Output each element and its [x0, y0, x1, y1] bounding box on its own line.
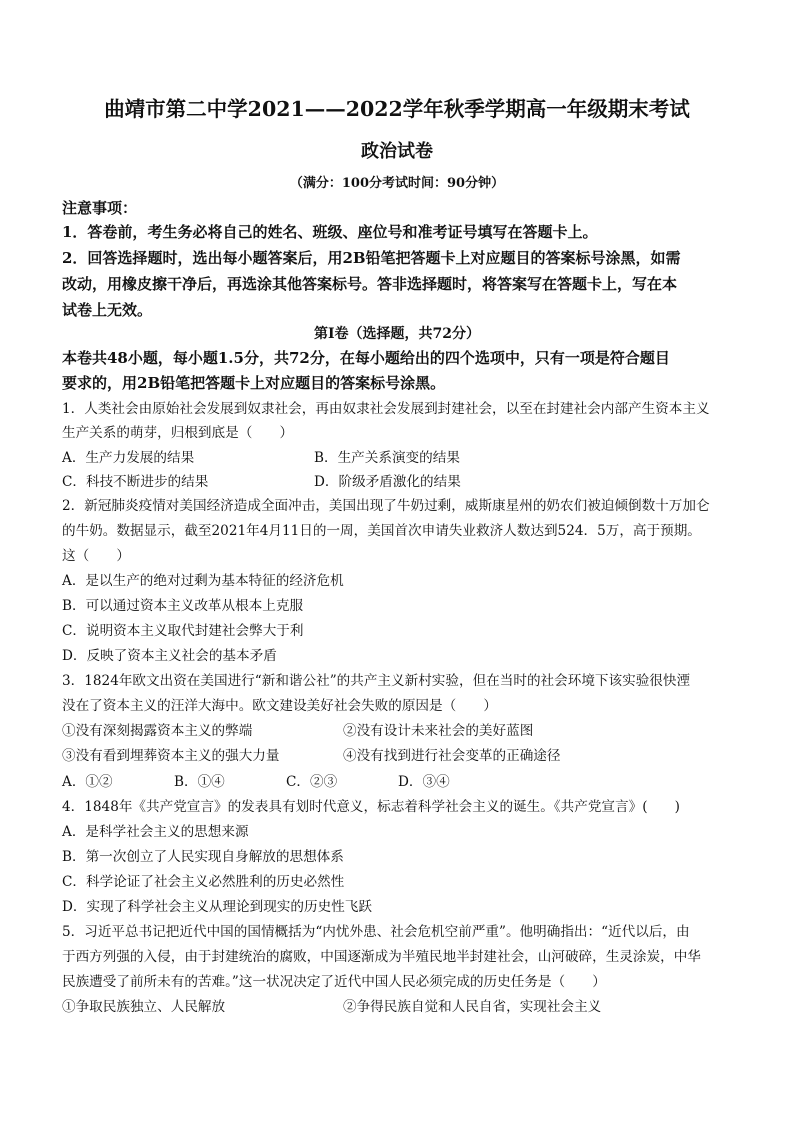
q3-statement-2: ②没有设计未来社会的美好蓝图	[343, 723, 534, 739]
notice-item-1: 1．答卷前，考生务必将自己的姓名、班级、座位号和准考证号填写在答题卡上。	[62, 223, 598, 241]
q1-option-b: B．生产关系演变的结果	[314, 450, 460, 466]
q2-option-a: A．是以生产的绝对过剩为基本特征的经济危机	[62, 573, 344, 589]
q5-stem-line-2: 于西方列强的入侵，由于封建统治的腐败，中国逐渐成为半殖民地半封建社会，山河破碎，生灵涂炭，中华	[62, 949, 701, 965]
q2-option-c: C．说明资本主义取代封建社会弊大于利	[62, 623, 304, 639]
q1-option-d: D．阶级矛盾激化的结果	[314, 474, 461, 490]
notice-item-2-line-2: 改动，用橡皮擦干净后，再选涂其他答案标号。答非选择题时，将答案写在答题卡上，写在本	[62, 275, 678, 293]
q2-option-b: B．可以通过资本主义改革从根本上克服	[62, 598, 304, 614]
q4-stem-line-1: 4．1848年《共产党宣言》的发表具有划时代意义，标志着科学社会主义的诞生。《共产党宣言》( )	[62, 799, 680, 815]
notice-item-2-line-3: 试卷上无效。	[62, 301, 153, 319]
section-1-heading: 第Ⅰ卷（选择题，共72分）	[313, 326, 481, 342]
section-1-intro-line-1: 本卷共48小题，每小题1.5分，共72分，在每小题给出的四个选项中，只有一项是符合题目	[62, 349, 670, 367]
q1-stem-line-2: 生产关系的萌芽，归根到底是（ ）	[62, 425, 294, 441]
q1-option-a: A．生产力发展的结果	[62, 450, 195, 466]
q3-stem-line-2: 没在了资本主义的汪洋大海中。欧文建设美好社会失败的原因是（ ）	[62, 698, 497, 714]
q3-option-b: B．①④	[174, 774, 225, 790]
q5-stem-line-3: 民族遭受了前所未有的苦难。”这一状况决定了近代中国人民必须完成的历史任务是（ ）	[62, 974, 606, 990]
section-1-intro-line-2: 要求的，用2B铅笔把答题卡上对应题目的答案标号涂黑。	[62, 374, 446, 392]
q4-option-b: B．第一次创立了人民实现自身解放的思想体系	[62, 849, 344, 865]
q3-stem-line-1: 3．1824年欧文出资在美国进行“新和谐公社”的共产主义新村实验，但在当时的社会环境下该实验很快湮	[62, 673, 691, 689]
exam-title: 曲靖市第二中学2021——2022学年秋季学期高一年级期末考试	[104, 97, 690, 121]
q1-stem-line-1: 1．人类社会由原始社会发展到奴隶社会，再由奴隶社会发展到封建社会，以至在封建社会内部产生资本主义	[62, 401, 710, 417]
notice-item-2-line-1: 2．回答选择题时，选出每小题答案后，用2B铅笔把答题卡上对应题目的答案标号涂黑，如需	[62, 249, 681, 267]
q5-statement-2: ②争得民族自觉和人民自省，实现社会主义	[343, 999, 602, 1015]
q3-statement-1: ①没有深刻揭露资本主义的弊端	[62, 723, 253, 739]
q4-option-c: C．科学论证了社会主义必然胜利的历史必然性	[62, 874, 345, 890]
q2-option-d: D．反映了资本主义社会的基本矛盾	[62, 648, 277, 664]
q2-stem-line-3: 这（ ）	[62, 548, 130, 564]
exam-subtitle: 政治试卷	[361, 141, 433, 162]
q2-stem-line-2: 的牛奶。数据显示，截至2021年4月11日的一周，美国首次申请失业救济人数达到524．5万，高于预期。	[62, 523, 701, 539]
q5-statement-1: ①争取民族独立、人民解放	[62, 999, 226, 1015]
q1-option-c: C．科技不断进步的结果	[62, 474, 209, 490]
q3-option-a: A．①②	[62, 774, 113, 790]
q4-option-d: D．实现了科学社会主义从理论到现实的历史性飞跃	[62, 899, 372, 915]
notice-heading: 注意事项：	[62, 199, 138, 217]
score-time-info: （满分：100分考试时间：90分钟）	[289, 176, 505, 191]
q3-statement-3: ③没有看到埋葬资本主义的强大力量	[62, 748, 280, 764]
q3-option-d: D．③④	[398, 774, 450, 790]
q3-option-c: C．②③	[286, 774, 338, 790]
q4-option-a: A．是科学社会主义的思想来源	[62, 824, 249, 840]
q2-stem-line-1: 2．新冠肺炎疫情对美国经济造成全面冲击，美国出现了牛奶过剩，威斯康星州的奶农们被迫倾倒数十万加仑	[62, 498, 710, 514]
q5-stem-line-1: 5．习近平总书记把近代中国的国情概括为“内忧外患、社会危机空前严重”。他明确指出：“近代以后，由	[62, 924, 690, 940]
q3-statement-4: ④没有找到进行社会变革的正确途径	[343, 748, 561, 764]
